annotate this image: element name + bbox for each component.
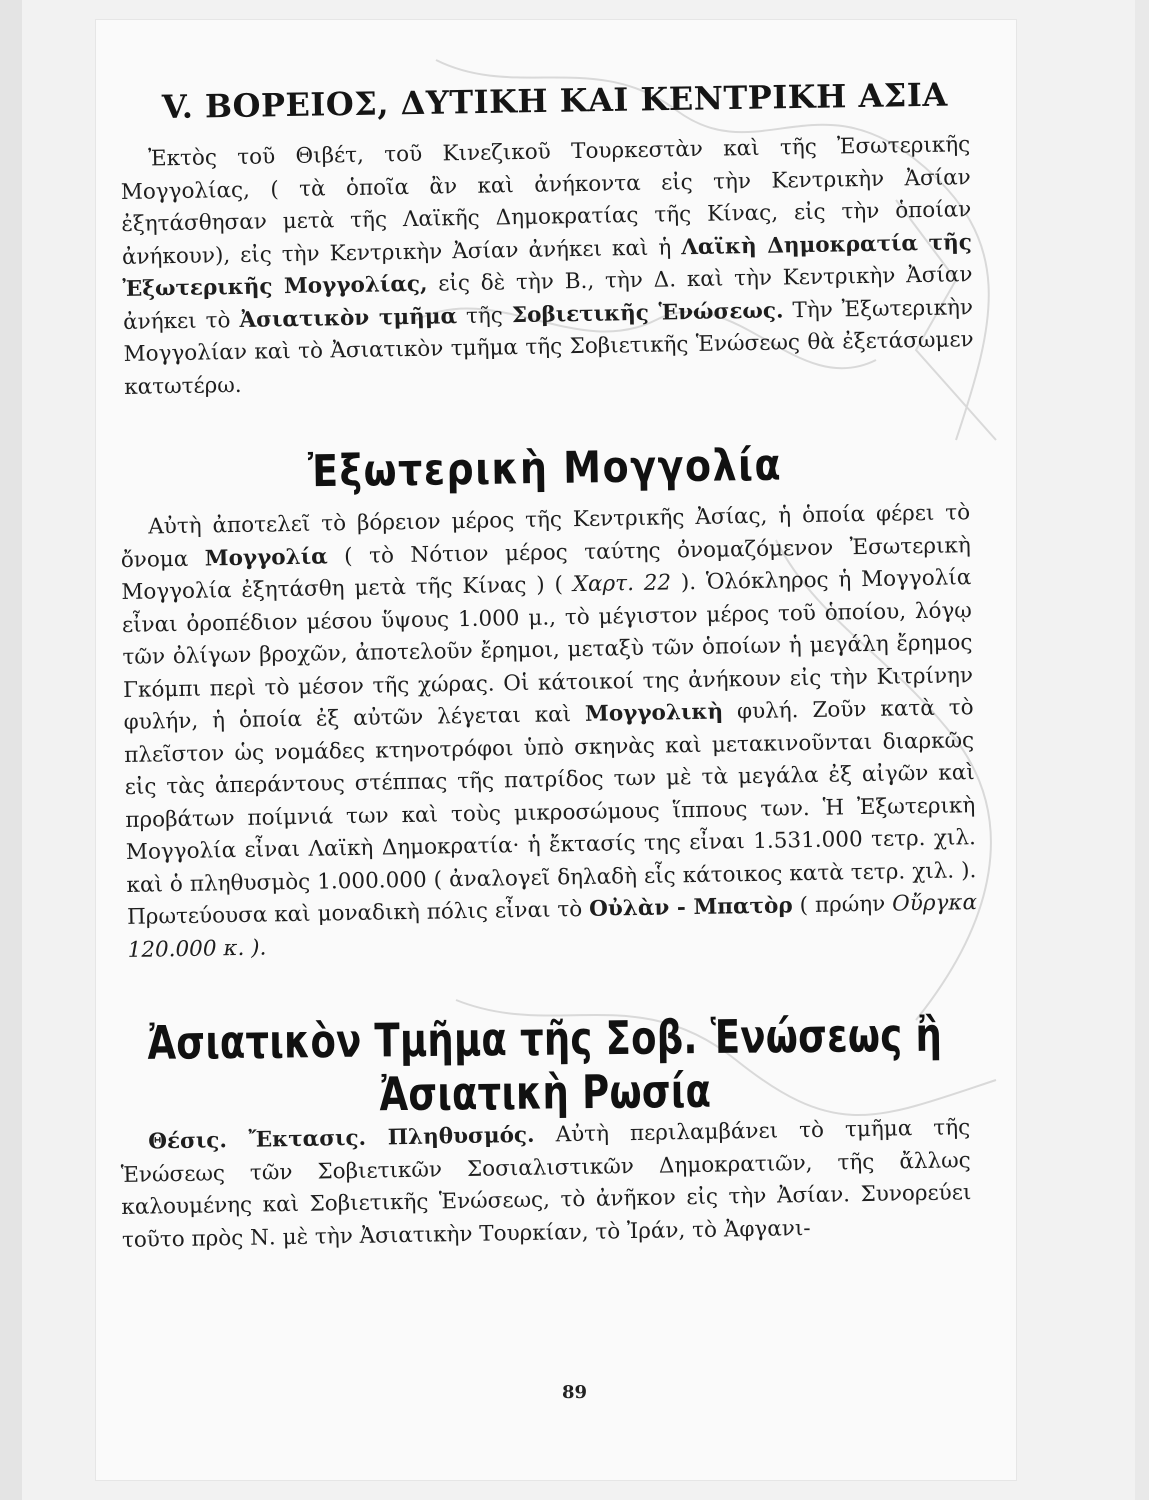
russia-subheading: Θέσις. Ἔκτασις. Πληθυσμός. xyxy=(148,1122,535,1155)
section-title-outer-mongolia: Ἐξωτερικὴ Μογγολία xyxy=(307,439,783,497)
intro-bold-1: Λαϊκὴ Δημοκρατία τῆς Ἐξωτερικῆς Μογγολίας, xyxy=(122,229,973,302)
intro-text-4: Τὴν Ἐξωτερικὴν Μογγολίαν καὶ τὸ Ἀσιατικὸν τμῆμα τῆς Σοβιετικῆς Ἑνώσεως θὰ ἐξετάσωμεν κατωτέρω. xyxy=(123,294,974,400)
mongolia-text-1: Αὐτὴ ἀποτελεῖ τὸ βόρειον μέρος τῆς Κεντρικῆς Ἀσίας, ἡ ὁποία φέρει τὸ ὄνομα xyxy=(120,500,971,573)
intro-bold-2: Ἀσιατικὸν τμῆμα xyxy=(239,303,458,333)
mongolia-map-ref: Χαρτ. 22 xyxy=(572,570,672,598)
page-number: 89 xyxy=(561,1382,588,1403)
intro-text-2: εἰς δὲ τὴν Β., τὴν Δ. καὶ τὴν Κεντρικὴν Ἀσίαν ἀνήκει τὸ xyxy=(122,262,973,335)
mongolia-bold-1: Μογγολία xyxy=(204,543,328,572)
intro-text-3: τῆς xyxy=(465,302,504,329)
mongolia-text-5: ( πρώην xyxy=(799,891,886,919)
mongolia-former-name: Οὔργκα 120.000 κ. ). xyxy=(127,890,978,963)
mongolia-text-4: φυλή. Ζοῦν κατὰ τὸ πλεῖστον ὡς νομάδες κτηνοτρόφοι ὑπὸ σκηνὰς καὶ μετακινοῦνται διαρκῶς εἰς τὰς ἀπεράντους στέππας τῆς πατρίδος των μὲ τὰ μεγάλα ἐξ αἰγῶν καὶ προβάτων ποίμνιά των καὶ τοὺς μικροσώμους ἵππους των. Ἡ Ἐξωτερικὴ Μογγολία εἶναι Λαϊκὴ Δημοκρατία· ἡ ἔκτασίς της εἶναι 1.531.000 τετρ. χιλ. καὶ ὁ πληθυσμὸς 1.000.000 ( ἀναλογεῖ δηλαδὴ εἷς κάτοικος κατὰ τετρ. χιλ. ). Πρωτεύουσα καὶ μοναδικὴ πόλις εἶναι τὸ xyxy=(124,695,977,930)
page-content xyxy=(120,75,978,1257)
mongolia-text-3: ). Ὁλόκληρος ἡ Μογγολία εἶναι ὀροπέδιον μέσου ὕψους 1.000 μ., τὸ μέγιστον μέρος τοῦ ὁποίου, λόγῳ τῶν ὀλίγων βροχῶν, ἀποτελοῦν ἔρημοι, μεταξὺ τῶν ὁποίων ἡ μεγάλη ἔρημος Γκόμπι περὶ τὸ μέσον τῆς χώρας. Οἱ κάτοικοί της ἀνήκουν εἰς τὴν Κιτρίνην φυλήν, ἡ ὁποία ἐξ αὐτῶν λέγεται καὶ xyxy=(121,565,974,735)
intro-paragraph xyxy=(120,129,974,404)
intro-text-1: Ἐκτὸς τοῦ Θιβέτ, τοῦ Κινεζικοῦ Τουρκεστὰν καὶ τῆς Ἐσωτερικῆς Μογγολίας, ( τὰ ὁποῖα ἂν καὶ ἀνήκοντα εἰς τὴν Κεντρικὴν Ἀσίαν ἐξητάσθησαν μετὰ τῆς Λαϊκῆς Δημοκρατίας τῆς Κίνας, εἰς τὴν ὁποίαν ἀνήκουν), εἰς τὴν Κεντρικὴν Ἀσίαν ἀνήκει καὶ ἡ xyxy=(120,132,972,270)
russia-text-1: Αὐτὴ περιλαμβάνει τὸ τμῆμα τῆς Ἑνώσεως τῶν Σοβιετικῶν Σοσιαλιστικῶν Δημοκρατιῶν, τῆς ἄλλως καλουμένης καὶ Σοβιετικῆς Ἑνώσεως, τὸ ἀνῆκον εἰς τὴν Ἀσίαν. Συνορεύει τοῦτο πρὸς Ν. μὲ τὴν Ἀσιατικὴν Τουρκίαν, τὸ Ἰράν, τὸ Ἀφγανι- xyxy=(120,1115,972,1253)
mongolia-text-2: ( τὸ Νότιον μέρος ταύτης ὀνομαζόμενον Ἐσωτερικὴ Μογγολία ἐξητάσθη μετὰ τῆς Κίνας ) ( xyxy=(121,532,971,605)
intro-bold-3: Σοβιετικῆς Ἑνώσεως. xyxy=(511,297,784,328)
russia-paragraph xyxy=(120,1112,972,1257)
mongolia-bold-2: Μογγολικὴ xyxy=(584,699,724,727)
chapter-title: V. ΒΟΡΕΙΟΣ, ΔΥΤΙΚΗ ΚΑΙ ΚΕΝΤΡΙΚΗ ΑΣΙΑ xyxy=(161,75,948,126)
section-title-asiatic-russia: Ἀσιατικὸν Τμῆμα τῆς Σοβ. Ἑνώσεως ἢ Ἀσιατικὴ Ρωσία xyxy=(147,1008,943,1122)
mongolia-paragraph xyxy=(120,497,978,967)
mongolia-capital: Οὐλὰν - Μπατὸρ xyxy=(588,893,793,922)
